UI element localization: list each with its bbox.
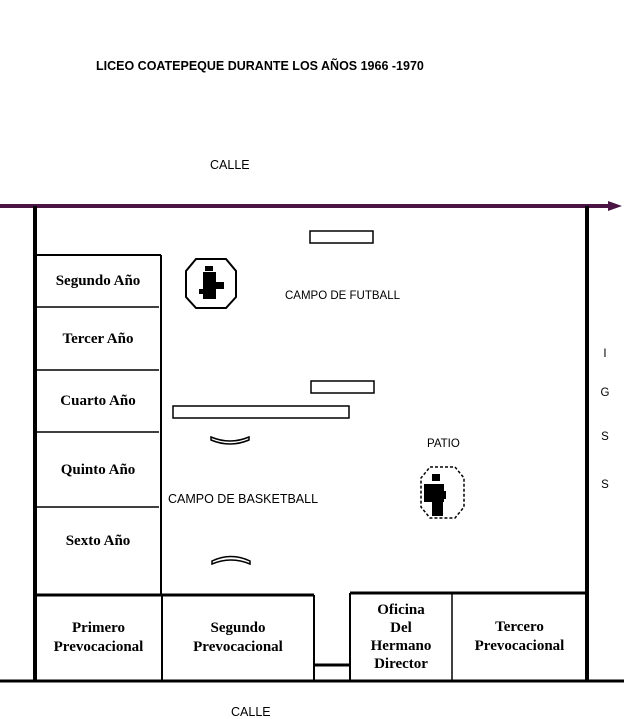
room-label-line: Primero bbox=[71, 620, 126, 637]
room-label-line: Del bbox=[390, 620, 412, 636]
room-label-line: Segundo bbox=[210, 620, 266, 637]
patio-label: PATIO bbox=[427, 438, 460, 450]
football-goal-top bbox=[310, 231, 373, 243]
bottom-street-label: CALLE bbox=[231, 705, 271, 719]
top-street-label: CALLE bbox=[210, 158, 250, 172]
classroom-cuarto-ano: Cuarto Año bbox=[60, 393, 136, 410]
bench-bar bbox=[173, 406, 349, 418]
igss-letter: G bbox=[600, 387, 610, 399]
basketball-hoop-top bbox=[211, 437, 249, 444]
football-goal-bottom bbox=[311, 381, 374, 393]
tree-icon-1 bbox=[186, 259, 236, 308]
room-tercero-prevocacional bbox=[454, 595, 585, 679]
diagram-title: LICEO COATEPEQUE DURANTE LOS AÑOS 1966 -1970 bbox=[96, 59, 424, 73]
igss-letter: S bbox=[601, 479, 609, 491]
room-label-line: Tercero bbox=[495, 619, 544, 636]
igss-letter: I bbox=[603, 348, 607, 360]
room-label-line: Prevocacional bbox=[193, 639, 283, 655]
room-label-line: Oficina bbox=[377, 602, 425, 618]
room-primero-prevocacional bbox=[37, 597, 160, 679]
classroom-sexto-ano: Sexto Año bbox=[65, 532, 131, 549]
room-label-line: Prevocacional bbox=[53, 639, 144, 655]
football-field-label: CAMPO DE FUTBALL bbox=[285, 290, 401, 302]
classroom-tercer-ano: Tercer Año bbox=[62, 330, 134, 347]
basketball-court-label: CAMPO DE BASKETBALL bbox=[168, 492, 319, 506]
street-arrow-icon bbox=[608, 201, 622, 211]
room-label-line: Hermano bbox=[370, 638, 432, 654]
room-oficina-director bbox=[352, 595, 450, 679]
classroom-quinto-ano: Quinto Año bbox=[60, 461, 136, 478]
room-segundo-prevocacional bbox=[164, 597, 312, 679]
tree-icon-2 bbox=[421, 467, 464, 518]
room-label-line: Director bbox=[374, 656, 428, 672]
basketball-hoop-bottom bbox=[212, 557, 250, 565]
room-label-line: Prevocacional bbox=[474, 638, 565, 654]
classroom-segundo-ano: Segundo Año bbox=[55, 272, 141, 289]
igss-letter: S bbox=[601, 431, 609, 443]
